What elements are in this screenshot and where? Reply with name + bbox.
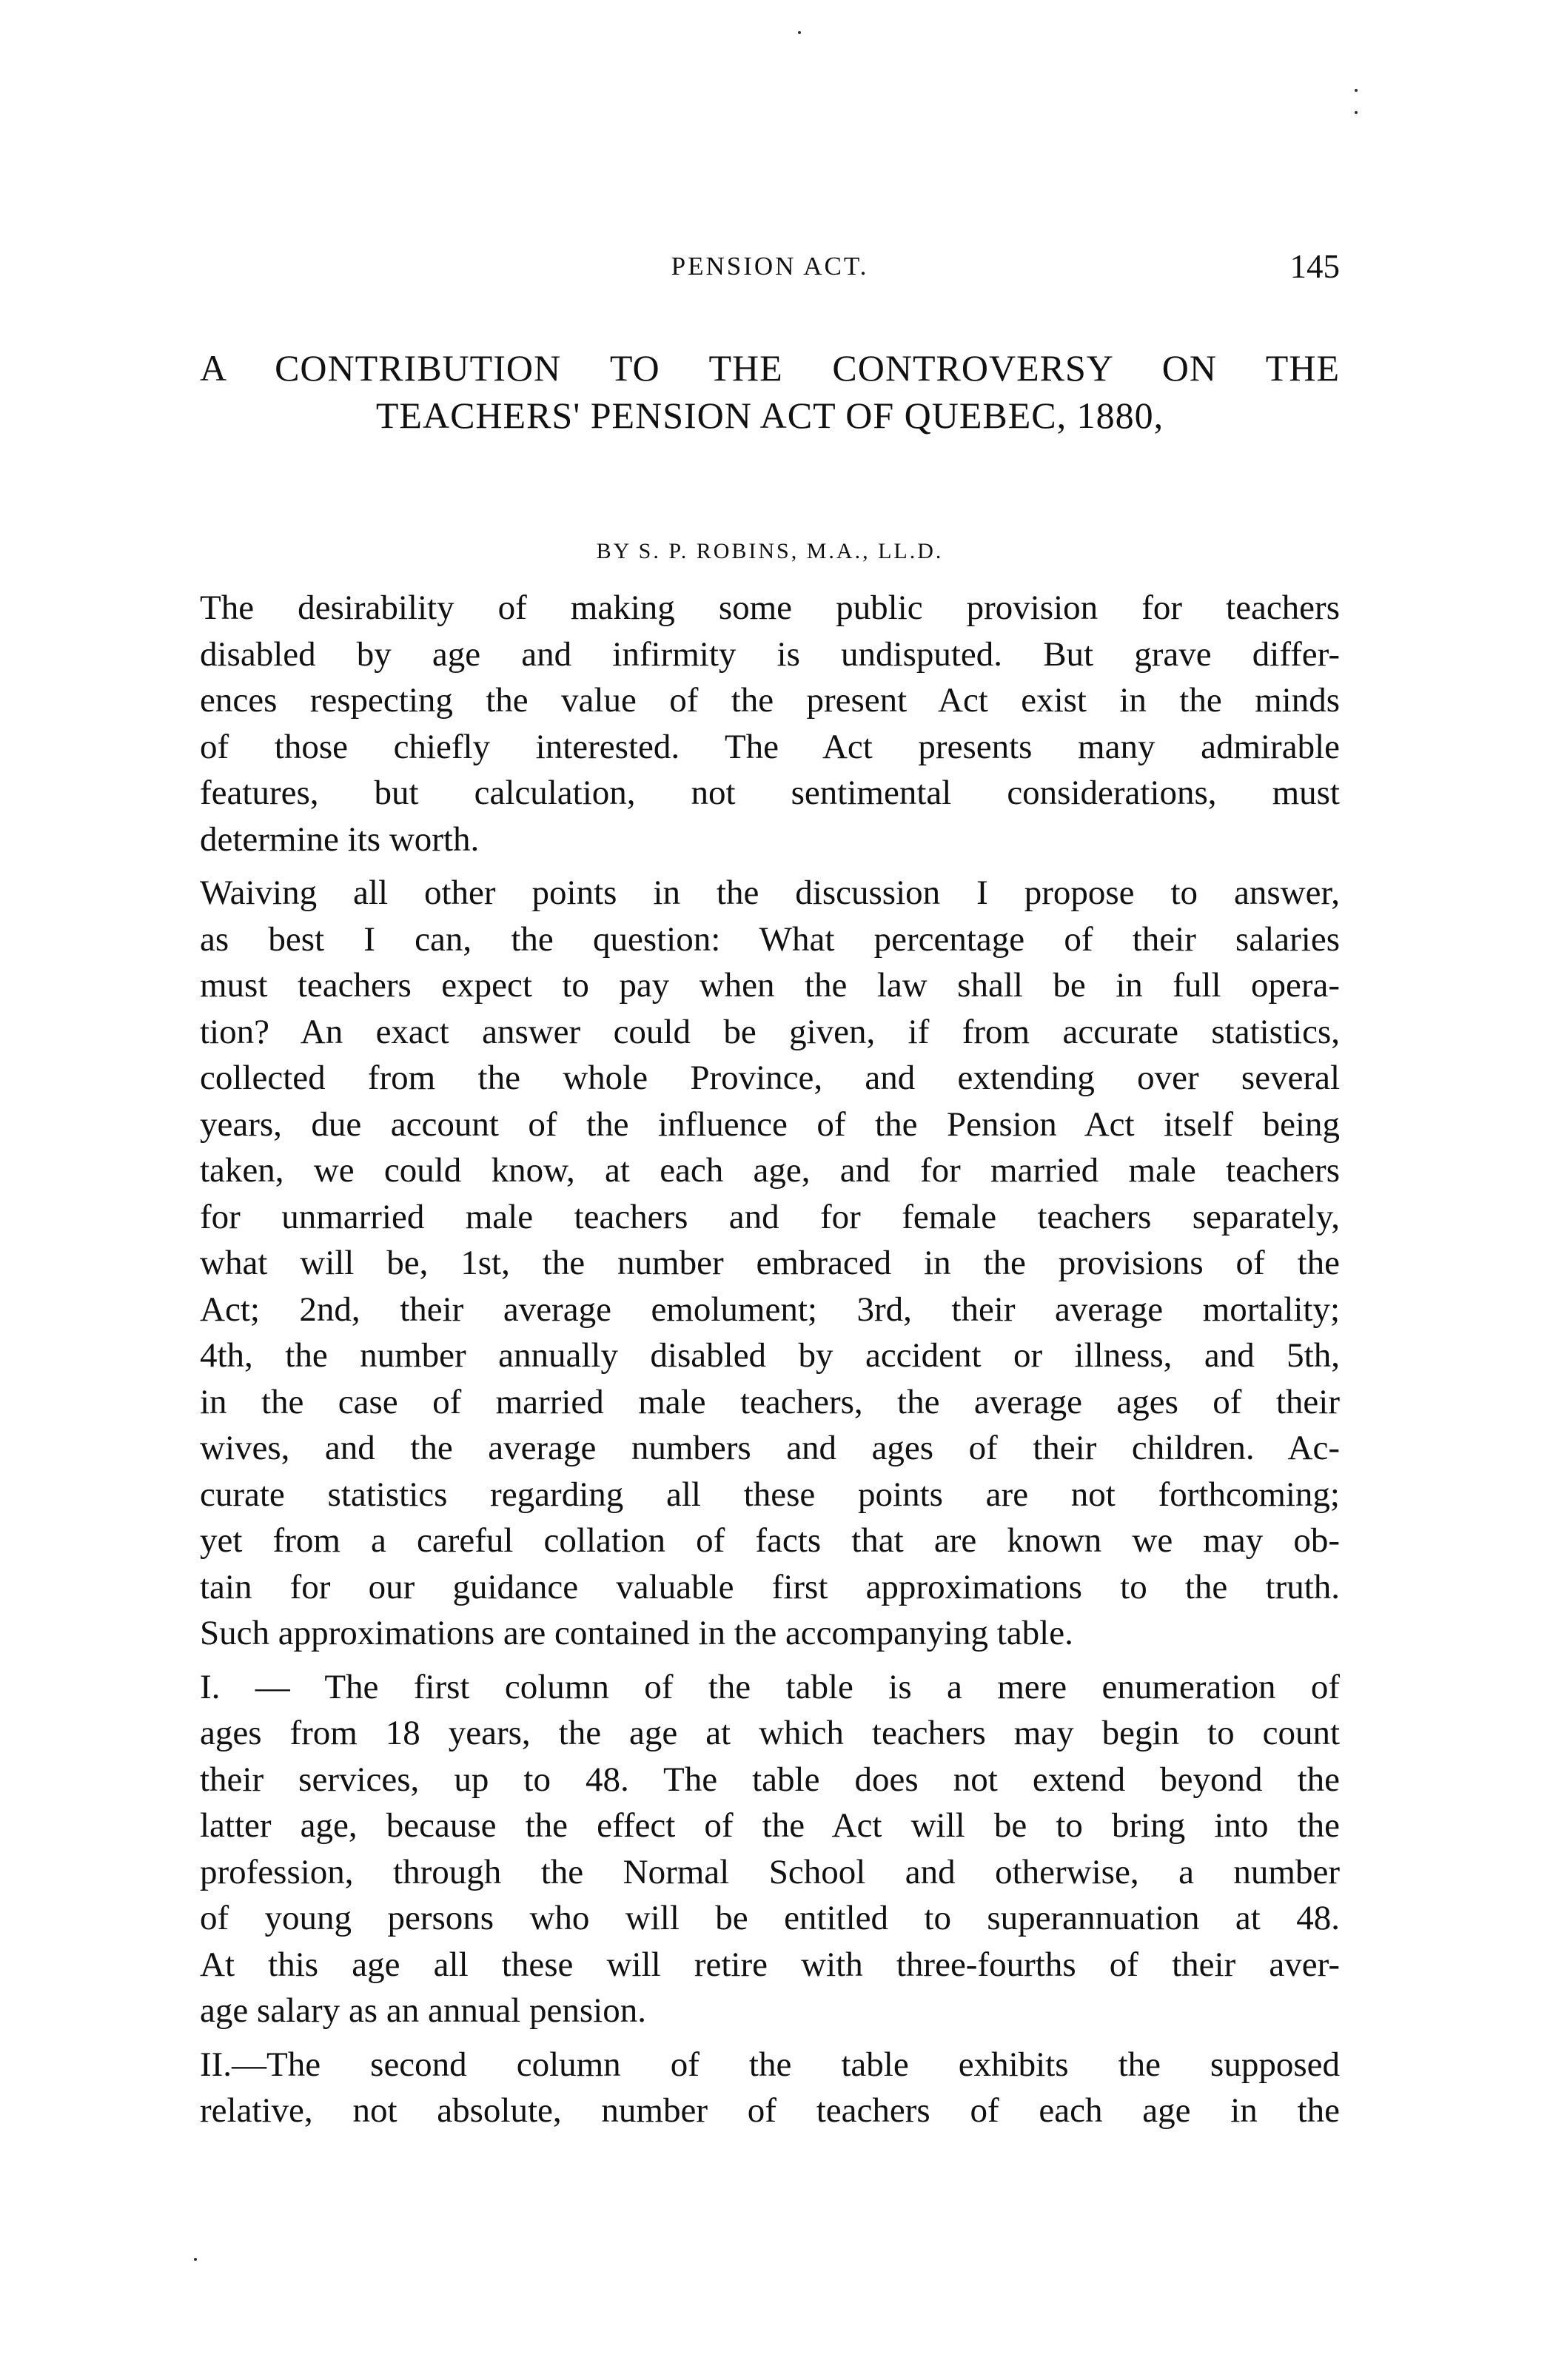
text-line: their services, up to 48. The table does not extend beyond the xyxy=(200,1760,1340,1799)
text-line: II.—The second column of the table exhibits the supposed xyxy=(200,2045,1340,2084)
text-line: Such approximations are contained in the accompanying table. xyxy=(200,1614,1073,1652)
title-line: A CONTRIBUTION TO THE CONTROVERSY ON THE xyxy=(200,347,1340,389)
text-line: relative, not absolute, number of teachers of each age in the xyxy=(200,2091,1340,2130)
running-head xyxy=(200,248,1340,285)
ink-speck xyxy=(1355,89,1358,92)
text-line: tion? An exact answer could be given, if from accurate statistics, xyxy=(200,1012,1340,1051)
text-line: ages from 18 years, the age at which teachers may begin to count xyxy=(200,1714,1340,1752)
text-line: as best I can, the question: What percentage of their salaries xyxy=(200,919,1340,959)
text-line: in the case of married male teachers, the average ages of their xyxy=(200,1382,1340,1421)
paragraph xyxy=(200,585,1340,862)
title-line: TEACHERS' PENSION ACT OF QUEBEC, 1880, xyxy=(375,395,1164,436)
text-line: curate statistics regarding all these points are not forthcoming; xyxy=(200,1475,1340,1514)
text-line: wives, and the average numbers and ages of their children. Ac- xyxy=(200,1429,1340,1467)
text-line: The desirability of making some public provision for teachers xyxy=(200,589,1340,627)
ink-speck xyxy=(194,2258,197,2261)
text-line: collected from the whole Province, and extending over several xyxy=(200,1059,1340,1097)
text-line: age salary as an annual pension. xyxy=(200,1991,646,2030)
text-line: profession, through the Normal School and otherwise, a number xyxy=(200,1852,1340,1891)
text-line: features, but calculation, not sentimental considerations, must xyxy=(200,774,1340,812)
running-title: PENSION ACT. xyxy=(671,252,869,281)
text-line: of young persons who will be entitled to superannuation at 48. xyxy=(200,1899,1340,1937)
text-line: At this age all these will retire with three-fourths of their aver- xyxy=(200,1945,1340,1984)
paragraph xyxy=(200,1664,1340,2034)
paragraph xyxy=(200,870,1340,1657)
text-line: of those chiefly interested. The Act presents many admirable xyxy=(200,727,1340,766)
paragraph xyxy=(200,2042,1340,2134)
ink-speck xyxy=(798,31,801,34)
body-text xyxy=(200,585,1340,2134)
text-line: disabled by age and infirmity is undisputed. But grave differ- xyxy=(200,634,1340,674)
text-line: for unmarried male teachers and for female teachers separately, xyxy=(200,1197,1340,1236)
text-line: ences respecting the value of the present Act exist in the minds xyxy=(200,681,1340,720)
article-title xyxy=(200,344,1340,439)
text-line: tain for our guidance valuable first approximations to the truth. xyxy=(200,1567,1340,1606)
text-line: must teachers expect to pay when the law shall be in full opera- xyxy=(200,966,1340,1005)
byline: BY S. P. ROBINS, M.A., LL.D. xyxy=(596,539,944,563)
text-line: taken, we could know, at each age, and for married male teachers xyxy=(200,1151,1340,1190)
text-line: years, due account of the influence of the Pension Act itself being xyxy=(200,1104,1340,1144)
text-line: what will be, 1st, the number embraced in the provisions of the xyxy=(200,1244,1340,1282)
text-line: yet from a careful collation of facts that are known we may ob- xyxy=(200,1521,1340,1560)
ink-speck xyxy=(1355,111,1358,114)
text-line: latter age, because the effect of the Act will be to bring into the xyxy=(200,1806,1340,1845)
text-line: determine its worth. xyxy=(200,819,480,859)
text-line: Waiving all other points in the discussion I propose to answer, xyxy=(200,874,1340,912)
text-line: Act; 2nd, their average emolument; 3rd, their average mortality; xyxy=(200,1290,1340,1329)
text-line: I. — The first column of the table is a mere enumeration of xyxy=(200,1667,1340,1706)
text-line: 4th, the number annually disabled by accident or illness, and 5th, xyxy=(200,1336,1340,1375)
page-number: 145 xyxy=(1289,248,1340,285)
